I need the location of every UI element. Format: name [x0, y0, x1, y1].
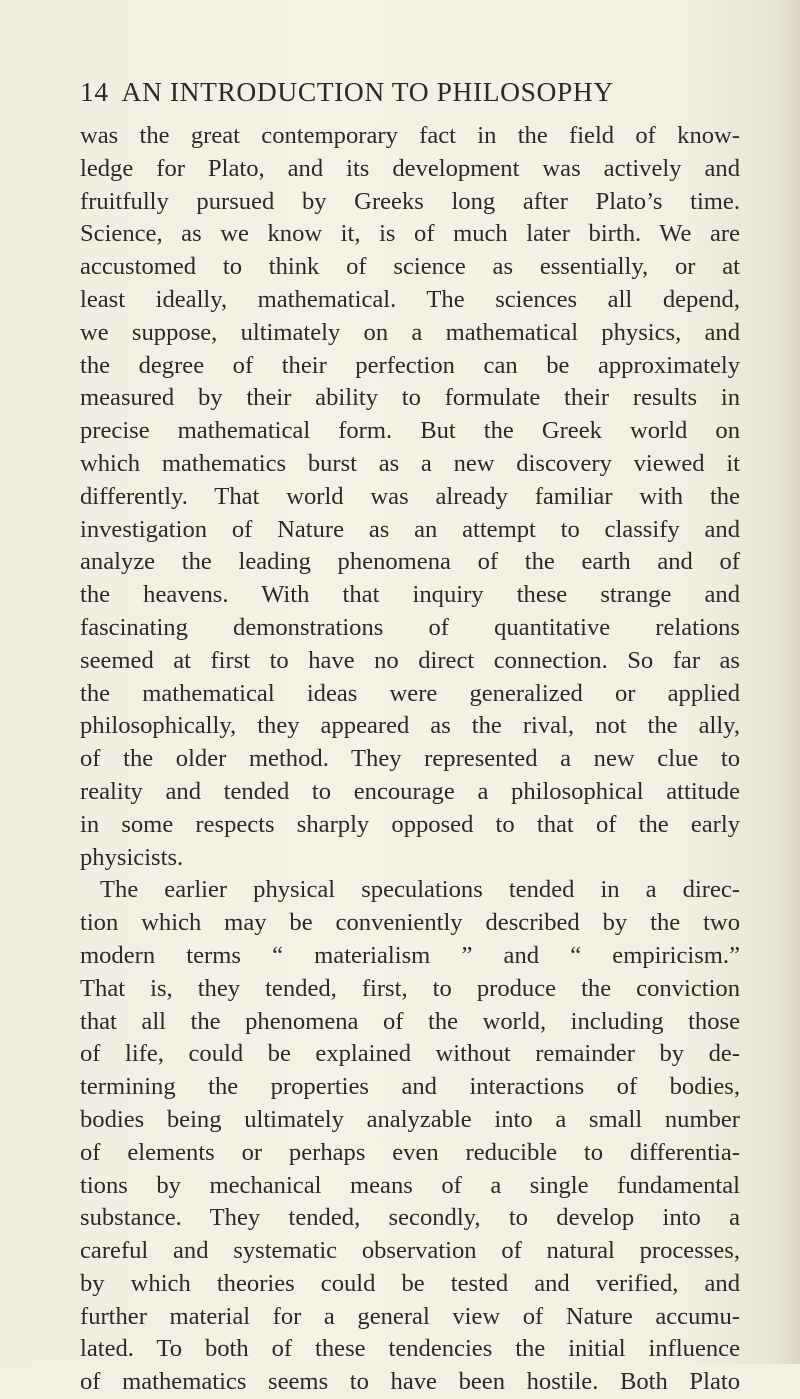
text-line: precise mathematical form. But the Greek world on	[80, 417, 740, 445]
text-line: reality and tended to encourage a philosophical attitude	[80, 777, 740, 805]
text-line: analyze the leading phenomena of the earth and of	[80, 548, 740, 576]
text-line: further material for a general view of Nature accumu-	[80, 1302, 740, 1330]
text-line: which mathematics burst as a new discovery viewed it	[80, 449, 740, 477]
text-line: investigation of Nature as an attempt to classify and	[80, 515, 740, 543]
text-line: substance. They tended, secondly, to develop into a	[80, 1204, 740, 1232]
text-line: accustomed to think of science as essentially, or at	[80, 253, 740, 281]
paragraph-start-line: The earlier physical speculations tended in a direc-	[100, 876, 740, 904]
text-line: of life, could be explained without remainder by de-	[80, 1040, 740, 1068]
text-line: fascinating demonstrations of quantitative relations	[80, 613, 740, 641]
text-line: ledge for Plato, and its development was actively and	[80, 154, 740, 182]
text-line: termining the properties and interactions of bodies,	[80, 1073, 740, 1101]
text-line: careful and systematic observation of natural processes,	[80, 1237, 740, 1265]
text-line: that all the phenomena of the world, including those	[80, 1007, 740, 1035]
text-line: we suppose, ultimately on a mathematical physics, and	[80, 318, 740, 346]
text-line: fruitfully pursued by Greeks long after Plato’s time.	[80, 187, 740, 215]
text-line: least ideally, mathematical. The sciences all depend,	[80, 285, 740, 313]
text-line: differently. That world was already familiar with the	[80, 482, 740, 510]
text-line: bodies being ultimately analyzable into a small number	[80, 1105, 740, 1133]
text-line: philosophically, they appeared as the rival, not the ally,	[80, 712, 740, 740]
text-line: of mathematics seems to have been hostile. Both Plato	[80, 1368, 740, 1396]
text-line: of the older method. They represented a new clue to	[80, 745, 740, 773]
text-line: the heavens. With that inquiry these strange and	[80, 581, 740, 609]
text-line: of elements or perhaps even reducible to differentia-	[80, 1138, 740, 1166]
text-line: the degree of their perfection can be approximately	[80, 351, 740, 379]
text-line: seemed at first to have no direct connection. So far as	[80, 646, 740, 674]
text-line: tions by mechanical means of a single fundamental	[80, 1171, 740, 1199]
text-line: lated. To both of these tendencies the initial influence	[80, 1335, 740, 1363]
text-line: measured by their ability to formulate their results in	[80, 384, 740, 412]
body-text	[80, 120, 740, 1399]
running-head: AN INTRODUCTION TO PHILOSOPHY	[121, 76, 614, 107]
text-line: in some respects sharply opposed to that of the early	[80, 810, 740, 838]
text-line: tion which may be conveniently described by the two	[80, 909, 740, 937]
page-number: 14	[80, 76, 109, 107]
text-line: the mathematical ideas were generalized or applied	[80, 679, 740, 707]
text-line: Science, as we know it, is of much later birth. We are	[80, 220, 740, 248]
page-header	[80, 76, 720, 112]
text-line: by which theories could be tested and verified, and	[80, 1269, 740, 1297]
text-line: That is, they tended, first, to produce the conviction	[80, 974, 740, 1002]
text-line: was the great contemporary fact in the field of know-	[80, 122, 740, 149]
paragraph-end-line: physicists.	[80, 843, 184, 871]
text-line: modern terms “ materialism ” and “ empiricism.”	[80, 941, 740, 969]
